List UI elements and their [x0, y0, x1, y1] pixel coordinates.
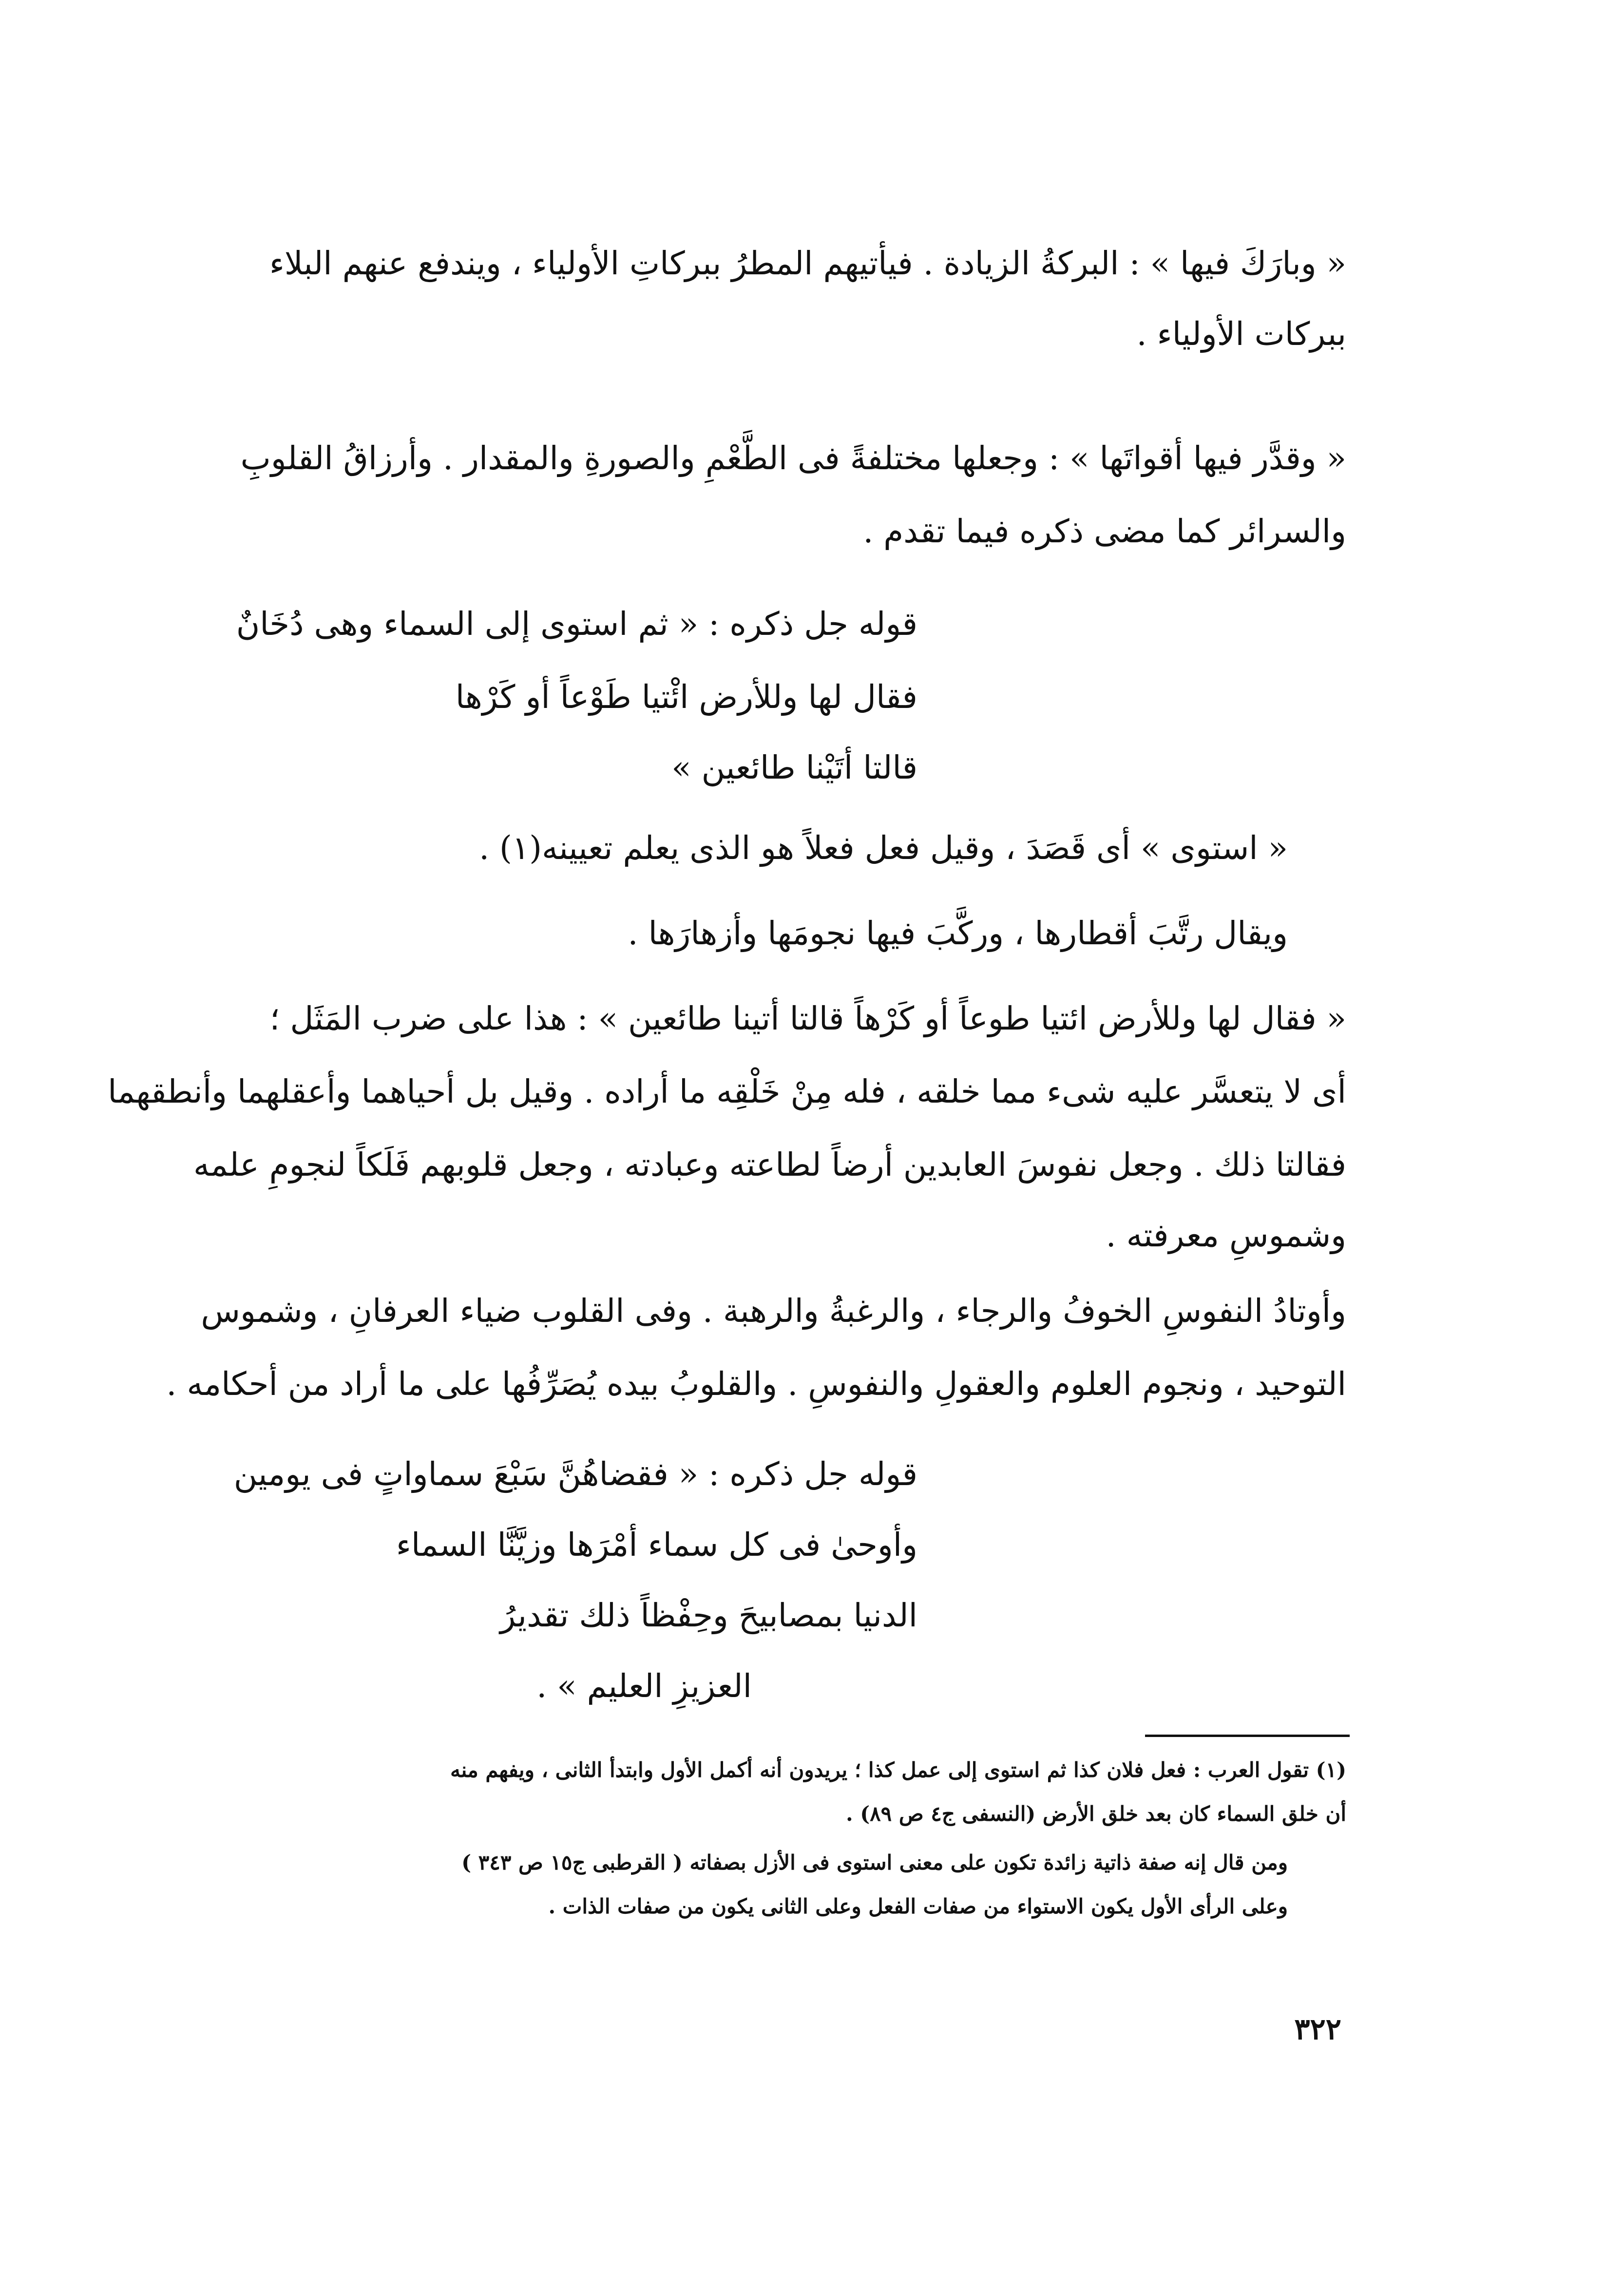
paragraph-5-line-1: وأوتادُ النفوسِ الخوفُ والرجاء ، والرغبةُ والرهبة . وفى القلوب ضياء العرفانِ ، وشموس: [201, 1292, 1346, 1330]
paragraph-4-line-1: « فقال لها وللأرض ائتيا طوعاً أو كَرْهاً قالتا أتينا طائعين » : هذا على ضرب المَثَل ؛: [269, 1000, 1346, 1037]
page-number: ٣٢٢: [1294, 2012, 1341, 2046]
verse-2-line-3: الدنيا بمصابيحَ وحِفْظاً ذلك تقديرُ: [500, 1597, 917, 1634]
verse-2-line-4: العزيزِ العليم » .: [536, 1667, 752, 1705]
verse-1-line-3: قالتا أتَيْنا طائعين »: [671, 749, 917, 786]
verse-2-line-1: قوله جل ذكره : « فقضاهُنَّ سَبْعَ سماواتٍ فى يومين: [233, 1455, 917, 1493]
paragraph-5-line-2: التوحيد ، ونجوم العلوم والعقولِ والنفوسِ . والقلوبُ بيده يُصَرِّفُها على ما أراد من أحكامه .: [166, 1365, 1346, 1403]
paragraph-1-line-2: ببركات الأولياء .: [1136, 315, 1346, 353]
paragraph-3-line-1: « استوى » أى قَصَدَ ، وقيل فعل فعلاً هو الذى يعلم تعيينه(١) .: [479, 829, 1288, 867]
paragraph-4-line-4: وشموسِ معرفته .: [1106, 1217, 1346, 1254]
footnote-1-line-2: أن خلق السماء كان بعد خلق الأرض (النسفى ج٤ ص ٨٩) .: [845, 1802, 1346, 1826]
footnote-1-line-1: (١) تقول العرب : فعل فلان كذا ثم استوى إلى عمل كذا ؛ يريدون أنه أكمل الأول وابتدأ الثانى ، ويفهم منه: [450, 1758, 1346, 1782]
paragraph-1-line-1: « وبارَكَ فيها » : البركةُ الزيادة . فيأتيهم المطرُ ببركاتِ الأولياء ، ويندفع عنهم البلاء: [269, 245, 1346, 282]
verse-1-line-2: فقال لها وللأرض ائْتيا طَوْعاً أو كَرْها: [455, 678, 917, 716]
footnote-separator: [1145, 1735, 1350, 1737]
verse-2-line-2: وأوحىٰ فى كل سماء أمْرَها وزيَّنَّا السماء: [396, 1526, 917, 1564]
paragraph-4-line-2: أى لا يتعسَّر عليه شىء مما خلقه ، فله مِنْ خَلْقِه ما أراده . وقيل بل أحياهما وأعقلهما وأنطقهما: [108, 1073, 1346, 1110]
paragraph-2-line-1: « وقدَّر فيها أقواتَها » : وجعلها مختلفةً فى الطَّعْمِ والصورةِ والمقدار . وأرزاقُ القلوبِ: [240, 439, 1346, 477]
verse-1-line-1: قوله جل ذكره : « ثم استوى إلى السماء وهى دُخَانٌ: [236, 605, 917, 643]
paragraph-4-line-3: فقالتا ذلك . وجعل نفوسَ العابدين أرضاً لطاعته وعبادته ، وجعل قلوبهم فَلَكاً لنجومِ علمه: [193, 1146, 1346, 1184]
footnote-1-line-3: ومن قال إنه صفة ذاتية زائدة تكون على معنى استوى فى الأزل بصفاته ( القرطبى ج١٥ ص ٣٤٣ ): [461, 1851, 1288, 1874]
paragraph-3-line-2: ويقال رتَّبَ أقطارها ، وركَّبَ فيها نجومَها وأزهارَها .: [628, 915, 1288, 952]
footnote-1-line-4: وعلى الرأى الأول يكون الاستواء من صفات الفعل وعلى الثانى يكون من صفات الذات .: [548, 1894, 1288, 1918]
paragraph-2-line-2: والسرائر كما مضى ذكره فيما تقدم .: [863, 513, 1346, 550]
